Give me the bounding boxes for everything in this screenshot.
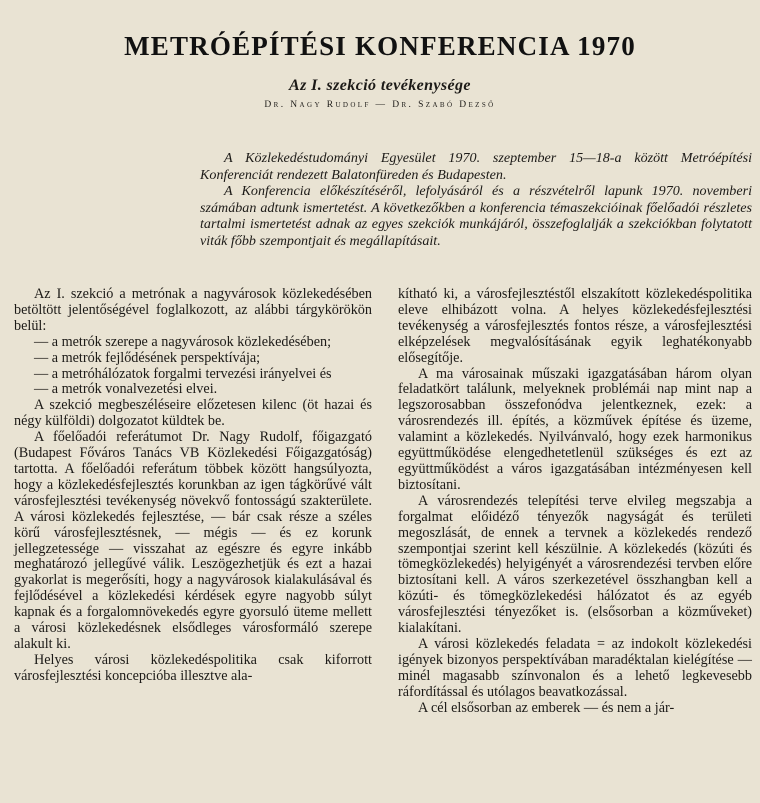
body-paragraph: A szekció megbeszéléseire előzetesen kilenc (öt hazai és négy külföldi) dolgozatot küldtek be. xyxy=(14,397,372,430)
body-paragraph: A cél elsősorban az emberek — és nem a jár- xyxy=(418,699,675,716)
body-paragraph: kítható ki, a városfejlesztéstől elszakított közlekedéspolitika eleve elhibázott volna. A helyes közlekedésfejlesztési tevékenység a városfejlesztés fontos része, a városfejlesztési elképzelések megvalósításának egyik leghatékonyabb elősegítője. xyxy=(398,286,752,366)
body-paragraph: A ma városainak műszaki igazgatásában három olyan feladatkört találunk, melyeknek problémái nap mint nap a legszorosabban összefonódva jelentkeznek, ezek: a városrendezés ill. építés, a közművek építése és üzeme, valamint a közlekedés. Nyilvánvaló, hogy ezek harmonikus együttműködése elengedhetetlenül szükséges és ezt az együttműködést a város igazgatásában intézményesen kell biztosítani. xyxy=(398,365,752,493)
lead-paragraph: A Közlekedéstudományi Egyesület 1970. szeptember 15—18-a között Metróépítési Konferenciát rendezett Balatonfüreden és Budapesten. xyxy=(200,150,752,183)
lead-paragraph: A Konferencia előkészítéséről, lefolyásáról és a részvételről lapunk 1970. novemberi számában adtunk ismertetést. A következőkben a konferencia témaszekcióinak főelőadói részletes tartalmi ismertetést adnak az egyes szekciók munkájáról, összefoglalják a szekciókban folytatott viták főbb szempontjait és megállapításait. xyxy=(200,183,752,249)
article-subtitle: Az I. szekció tevékenysége xyxy=(289,77,471,94)
left-column xyxy=(14,287,372,685)
right-column xyxy=(398,287,752,716)
list-item: — a metróhálózatok forgalmi tervezési irányelvei és xyxy=(34,365,332,382)
lead-paragraphs xyxy=(200,150,752,250)
article-authors: Dr. Nagy Rudolf — Dr. Szabó Dezső xyxy=(264,100,496,110)
body-paragraph: Helyes városi közlekedéspolitika csak kiforrott városfejlesztési koncepcióba illesztve ala- xyxy=(14,651,372,684)
article-title: METRÓÉPÍTÉSI KONFERENCIA 1970 xyxy=(124,31,636,61)
list-item: — a metrók szerepe a nagyvárosok közlekedésében; xyxy=(34,333,332,350)
list-item: — a metrók fejlődésének perspektívája; xyxy=(34,349,261,366)
list-item: — a metrók vonalvezetési elvei. xyxy=(34,381,218,398)
body-paragraph: A főelőadói referátumot Dr. Nagy Rudolf, főigazgató (Budapest Főváros Tanács VB Közlekedési Főigazgatóság) tartotta. A főelőadói referátum többek között hangsúlyozta, hogy a közlekedésfejlesztés korunkban az igen tágkörűvé vált városfejlesztési tevékenység növekvő fontosságú szakterülete. A városi közlekedés fejlesztése, — bár csak része a széles körű városfejlesztésnek, — mégis — és ez korunk jellegzetessége — visszahat az egészre és egyre inkább meghatározó jellegűvé válik. Leszögezhetjük és ezt a hazai gyakorlat is megerősíti, hogy a nagyvárosok kialakulásával és fejlődésével a közlekedési kérdések egyre nagyobb súlyt kapnak és a forgalomnövekedés egyre gyorsuló üteme mellett a városi közlekedésnek elsődleges városformáló szerepe alakult ki. xyxy=(14,429,372,652)
body-paragraph: Az I. szekció a metrónak a nagyvárosok közlekedésében betöltött jelentőségével foglalkozott, az alábbi tárgykörökön belül: xyxy=(14,286,372,334)
body-paragraph: A városi közlekedés feladata = az indokolt közlekedési igények bizonyos perspektívában maradéktalan kielégítése — minél magasabb színvonalon és a lehető legkevesebb ráfordítással és utólagos beavatkozással. xyxy=(398,635,752,700)
body-paragraph: A városrendezés telepítési terve elvileg megszabja a forgalmat előidéző tényezők nagyságát és területi megoszlását, de ennek a tervnek a közlekedés rendező szempontjai szerint kell készülnie. A közlekedés (közúti és tömegközlekedés) helyigényét a városrendezési tervben előre biztosítani kell. A város szerkezetével összhangban kell a közúti- és tömegközlekedési hálózatot és az egyéb városfejlesztési tényezőket is. (elsősorban a közműveket) kialakítani. xyxy=(398,492,752,637)
